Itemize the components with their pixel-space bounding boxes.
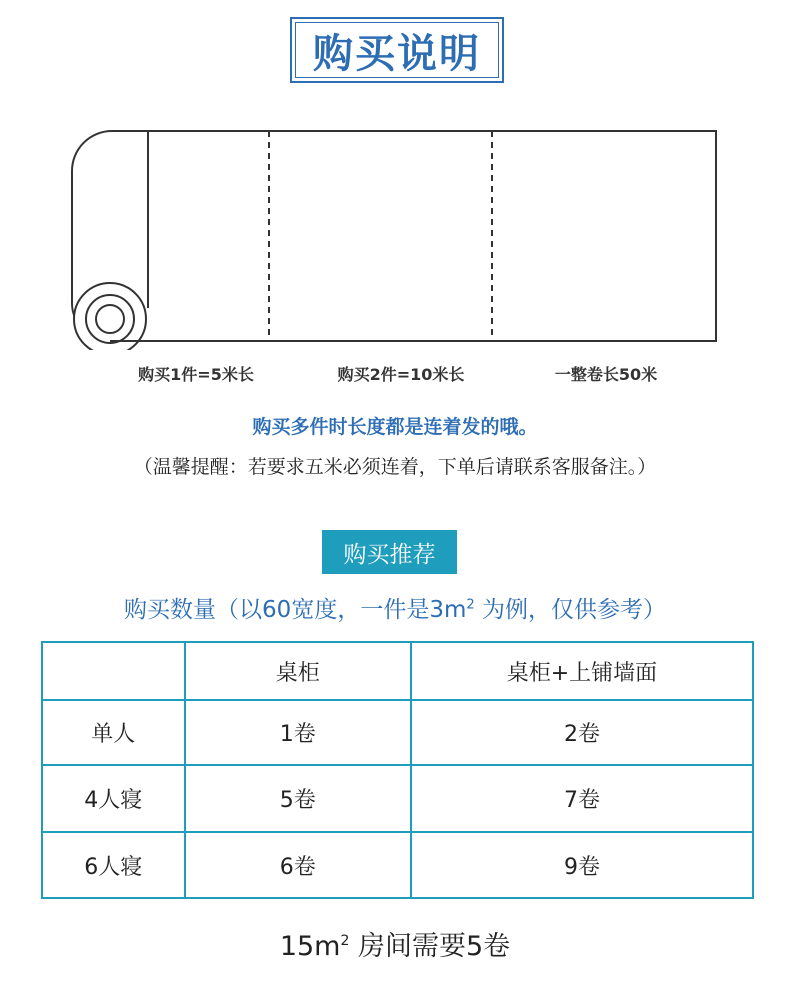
table-cell: 4人寝 bbox=[42, 765, 185, 832]
quantity-line-sup: 2 bbox=[466, 597, 475, 613]
page-title-box bbox=[290, 17, 504, 83]
roll-label-3: 一整卷长50米 bbox=[554, 365, 658, 384]
table-header-cell: 桌柜+上铺墙面 bbox=[411, 642, 753, 700]
roll-end-outer bbox=[74, 283, 146, 350]
table-cell: 5卷 bbox=[185, 765, 411, 832]
roll-label-2: 购买2件=10米长 bbox=[337, 365, 465, 384]
note-reminder: （温馨提醒：若要求五米必须连着，下单后请联系客服备注。） bbox=[133, 456, 657, 478]
room-summary bbox=[0, 924, 790, 963]
table-cell: 9卷 bbox=[411, 832, 753, 898]
table-cell: 单人 bbox=[42, 700, 185, 765]
quantity-line bbox=[0, 591, 790, 624]
table-cell: 7卷 bbox=[411, 765, 753, 832]
note-continuous: 购买多件时长度都是连着发的哦。 bbox=[252, 416, 538, 438]
roll-diagram bbox=[60, 120, 730, 350]
table-row bbox=[42, 765, 753, 832]
room-summary-suffix: 房间需要5卷 bbox=[349, 931, 511, 962]
table-row bbox=[42, 700, 753, 765]
roll-sheet-outline bbox=[72, 131, 716, 341]
room-summary-prefix: 15m bbox=[279, 931, 341, 962]
table-cell: 2卷 bbox=[411, 700, 753, 765]
room-summary-sup: 2 bbox=[340, 933, 350, 949]
table-header-cell bbox=[42, 642, 185, 700]
roll-label-1: 购买1件=5米长 bbox=[138, 365, 254, 384]
table-header-row bbox=[42, 642, 753, 700]
table-header-cell: 桌柜 bbox=[185, 642, 411, 700]
page-title: 购买说明 bbox=[313, 30, 481, 77]
quantity-line-suffix: 为例，仅供参考） bbox=[474, 597, 666, 623]
recommend-table bbox=[41, 641, 754, 899]
quantity-line-prefix: 购买数量（以60宽度，一件是3m bbox=[124, 597, 467, 623]
table-cell: 6人寝 bbox=[42, 832, 185, 898]
table-cell: 6卷 bbox=[185, 832, 411, 898]
table-row bbox=[42, 832, 753, 898]
recommend-badge: 购买推荐 bbox=[322, 530, 457, 574]
table-cell: 1卷 bbox=[185, 700, 411, 765]
